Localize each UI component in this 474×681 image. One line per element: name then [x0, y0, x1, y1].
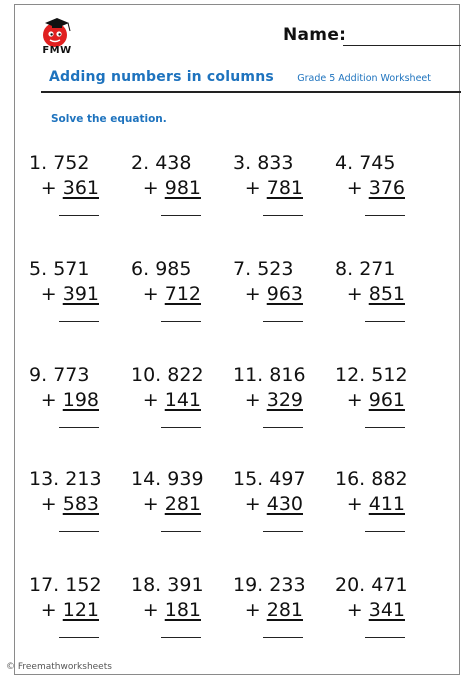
problem-10	[131, 363, 231, 443]
second-addend: 181	[164, 599, 201, 621]
answer-line[interactable]	[365, 427, 405, 428]
first-addend: 152	[65, 574, 102, 596]
second-addend: 851	[368, 283, 405, 305]
problem-second-line	[335, 176, 405, 201]
first-addend: 497	[269, 468, 306, 490]
problem-number: 6.	[131, 258, 150, 280]
first-addend: 882	[371, 468, 408, 490]
problem-number: 11.	[233, 364, 264, 386]
problem-number: 5.	[29, 258, 48, 280]
problem-number: 8.	[335, 258, 354, 280]
answer-line[interactable]	[263, 321, 303, 322]
problem-number: 4.	[335, 152, 354, 174]
problem-second-line	[29, 176, 99, 201]
plus-sign: +	[142, 493, 165, 515]
problem-8	[335, 257, 435, 337]
plus-sign: +	[40, 599, 63, 621]
problem-20	[335, 573, 435, 653]
problem-second-line	[335, 492, 405, 517]
header-divider	[41, 91, 461, 93]
problem-11	[233, 363, 333, 443]
second-addend: 583	[62, 493, 99, 515]
plus-sign: +	[244, 389, 267, 411]
first-addend: 745	[359, 152, 396, 174]
problem-second-line	[29, 388, 99, 413]
answer-line[interactable]	[161, 637, 201, 638]
problem-number: 1.	[29, 152, 48, 174]
problem-first-line	[29, 151, 89, 176]
first-addend: 233	[269, 574, 306, 596]
problem-second-line	[233, 388, 303, 413]
problem-second-line	[131, 176, 201, 201]
problem-1	[29, 151, 129, 231]
first-addend: 512	[371, 364, 408, 386]
problem-first-line	[233, 467, 306, 492]
problem-12	[335, 363, 435, 443]
answer-line[interactable]	[59, 531, 99, 532]
plus-sign: +	[346, 177, 369, 199]
problem-number: 17.	[29, 574, 60, 596]
problem-7	[233, 257, 333, 337]
answer-line[interactable]	[365, 637, 405, 638]
problem-first-line	[131, 573, 204, 598]
name-field-line[interactable]	[343, 45, 461, 46]
problem-number: 3.	[233, 152, 252, 174]
first-addend: 752	[53, 152, 90, 174]
second-addend: 281	[266, 599, 303, 621]
plus-sign: +	[346, 493, 369, 515]
second-addend: 712	[164, 283, 201, 305]
problem-first-line	[233, 257, 293, 282]
problem-first-line	[335, 151, 395, 176]
problem-first-line	[29, 363, 89, 388]
problem-second-line	[131, 598, 201, 623]
second-addend: 376	[368, 177, 405, 199]
problem-second-line	[131, 492, 201, 517]
problem-17	[29, 573, 129, 653]
second-addend: 961	[368, 389, 405, 411]
second-addend: 430	[266, 493, 303, 515]
second-addend: 281	[164, 493, 201, 515]
problem-first-line	[29, 257, 89, 282]
plus-sign: +	[40, 177, 63, 199]
problem-second-line	[335, 388, 405, 413]
second-addend: 329	[266, 389, 303, 411]
plus-sign: +	[346, 283, 369, 305]
problem-first-line	[131, 363, 204, 388]
second-addend: 781	[266, 177, 303, 199]
problem-19	[233, 573, 333, 653]
first-addend: 213	[65, 468, 102, 490]
plus-sign: +	[142, 177, 165, 199]
first-addend: 833	[257, 152, 294, 174]
problem-second-line	[335, 282, 405, 307]
second-addend: 981	[164, 177, 201, 199]
first-addend: 816	[269, 364, 306, 386]
problem-second-line	[29, 492, 99, 517]
first-addend: 773	[53, 364, 90, 386]
problem-16	[335, 467, 435, 547]
answer-line[interactable]	[161, 531, 201, 532]
problem-13	[29, 467, 129, 547]
worksheet-page	[14, 4, 460, 675]
first-addend: 985	[155, 258, 192, 280]
problem-3	[233, 151, 333, 231]
first-addend: 438	[155, 152, 192, 174]
problem-number: 12.	[335, 364, 366, 386]
problem-first-line	[335, 467, 408, 492]
first-addend: 822	[167, 364, 204, 386]
plus-sign: +	[244, 283, 267, 305]
problem-number: 13.	[29, 468, 60, 490]
problem-number: 9.	[29, 364, 48, 386]
problem-first-line	[29, 467, 102, 492]
problem-15	[233, 467, 333, 547]
plus-sign: +	[244, 493, 267, 515]
answer-line[interactable]	[59, 637, 99, 638]
instruction-text: Solve the equation.	[51, 113, 167, 125]
second-addend: 361	[62, 177, 99, 199]
plus-sign: +	[40, 493, 63, 515]
problem-number: 14.	[131, 468, 162, 490]
problem-second-line	[335, 598, 405, 623]
worksheet-subtitle: Grade 5 Addition Worksheet	[297, 73, 431, 84]
plus-sign: +	[244, 177, 267, 199]
problem-second-line	[131, 388, 201, 413]
plus-sign: +	[142, 389, 165, 411]
worksheet-title: Adding numbers in columns	[49, 69, 274, 85]
first-addend: 391	[167, 574, 204, 596]
plus-sign: +	[40, 283, 63, 305]
problem-number: 2.	[131, 152, 150, 174]
problem-first-line	[233, 363, 306, 388]
first-addend: 471	[371, 574, 408, 596]
problem-5	[29, 257, 129, 337]
problem-4	[335, 151, 435, 231]
answer-line[interactable]	[365, 321, 405, 322]
problem-first-line	[233, 151, 293, 176]
problem-6	[131, 257, 231, 337]
answer-line[interactable]	[161, 215, 201, 216]
problem-second-line	[233, 492, 303, 517]
second-addend: 141	[164, 389, 201, 411]
problem-second-line	[29, 598, 99, 623]
first-addend: 571	[53, 258, 90, 280]
first-addend: 939	[167, 468, 204, 490]
answer-line[interactable]	[59, 321, 99, 322]
second-addend: 198	[62, 389, 99, 411]
plus-sign: +	[346, 389, 369, 411]
problem-18	[131, 573, 231, 653]
problem-second-line	[233, 598, 303, 623]
problem-first-line	[335, 257, 395, 282]
copyright-footer: © Freemathworksheets	[6, 662, 112, 672]
answer-line[interactable]	[161, 427, 201, 428]
plus-sign: +	[346, 599, 369, 621]
problem-first-line	[335, 363, 408, 388]
problem-first-line	[233, 573, 306, 598]
answer-line[interactable]	[59, 215, 99, 216]
problem-14	[131, 467, 231, 547]
second-addend: 411	[368, 493, 405, 515]
answer-line[interactable]	[263, 531, 303, 532]
second-addend: 341	[368, 599, 405, 621]
answer-line[interactable]	[263, 427, 303, 428]
answer-line[interactable]	[161, 321, 201, 322]
problem-number: 7.	[233, 258, 252, 280]
problem-first-line	[335, 573, 408, 598]
answer-line[interactable]	[365, 531, 405, 532]
second-addend: 963	[266, 283, 303, 305]
problem-number: 20.	[335, 574, 366, 596]
problem-first-line	[131, 467, 204, 492]
answer-line[interactable]	[59, 427, 99, 428]
answer-line[interactable]	[365, 215, 405, 216]
problem-number: 18.	[131, 574, 162, 596]
plus-sign: +	[142, 283, 165, 305]
problem-9	[29, 363, 129, 443]
problem-number: 10.	[131, 364, 162, 386]
problem-2	[131, 151, 231, 231]
answer-line[interactable]	[263, 637, 303, 638]
second-addend: 391	[62, 283, 99, 305]
problem-first-line	[131, 151, 191, 176]
problem-second-line	[233, 176, 303, 201]
problem-second-line	[233, 282, 303, 307]
name-label: Name:	[283, 25, 347, 45]
plus-sign: +	[40, 389, 63, 411]
problem-number: 19.	[233, 574, 264, 596]
first-addend: 271	[359, 258, 396, 280]
first-addend: 523	[257, 258, 294, 280]
problem-first-line	[29, 573, 102, 598]
second-addend: 121	[62, 599, 99, 621]
problem-first-line	[131, 257, 191, 282]
answer-line[interactable]	[263, 215, 303, 216]
problem-number: 16.	[335, 468, 366, 490]
problem-second-line	[131, 282, 201, 307]
problem-number: 15.	[233, 468, 264, 490]
logo-text: FMW	[42, 45, 72, 56]
problem-second-line	[29, 282, 99, 307]
plus-sign: +	[244, 599, 267, 621]
plus-sign: +	[142, 599, 165, 621]
